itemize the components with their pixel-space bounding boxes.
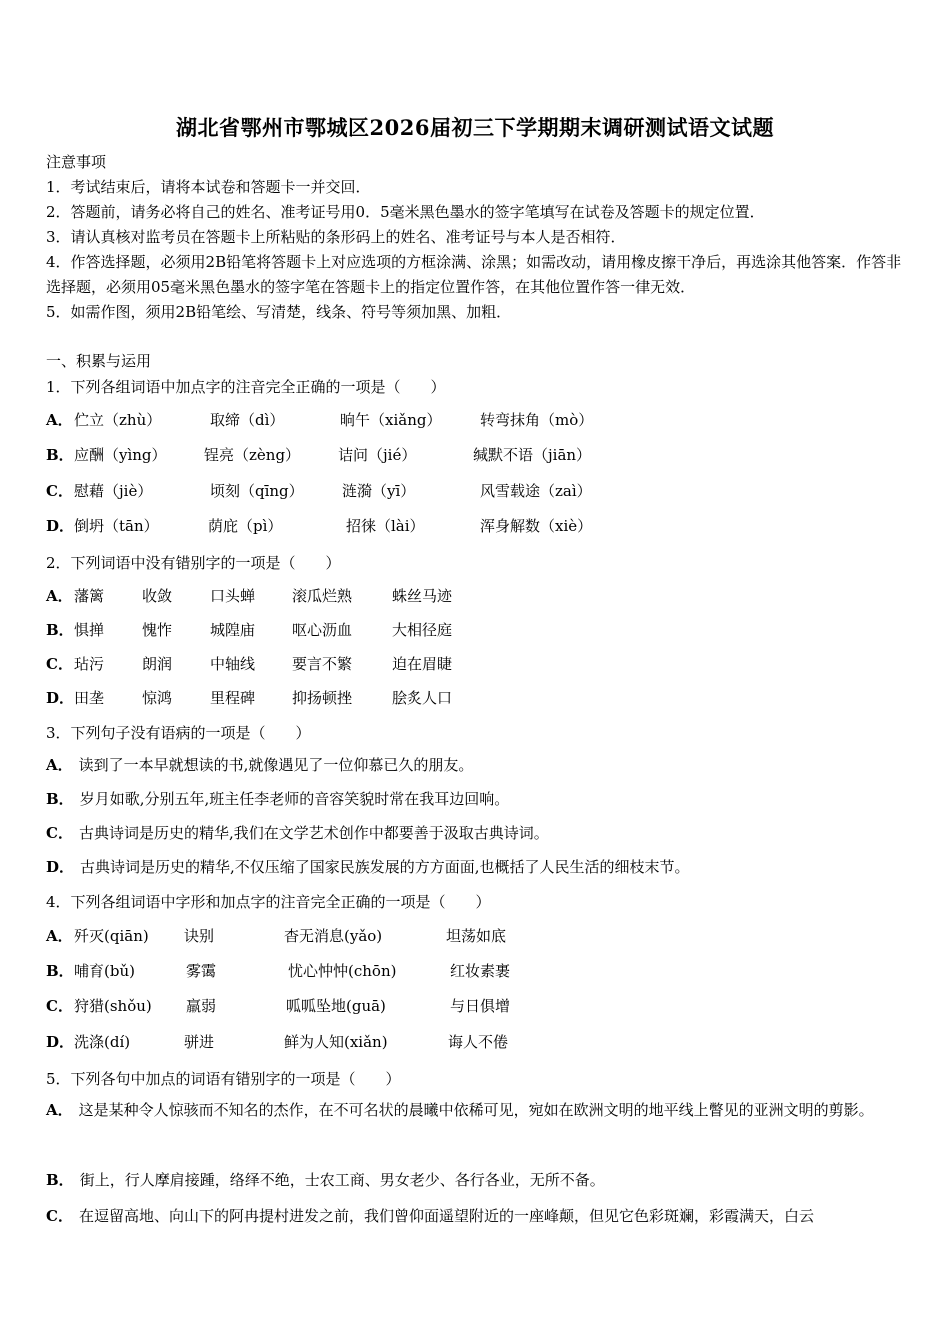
option-term: 愧怍 xyxy=(142,621,173,639)
option-term: 藩篱 xyxy=(74,587,105,605)
option-letter: B． xyxy=(46,1171,74,1189)
option-term: 骈进 xyxy=(184,1033,215,1051)
option-letter: A． xyxy=(46,587,73,605)
question-2-stem: 2．下列词语中没有错别字的一项是（ ） xyxy=(46,554,341,572)
option-letter: A． xyxy=(46,756,73,774)
notice-item-1: 1．考试结束后，请将本试卷和答题卡一并交回． xyxy=(46,178,371,196)
option-term: 倒坍（tān） xyxy=(74,517,159,535)
option-letter: D． xyxy=(46,858,75,876)
option-term: 狩猎(shǒu) xyxy=(74,997,152,1015)
option-term: 洗涤(dí) xyxy=(74,1033,131,1051)
option-term: 羸弱 xyxy=(186,997,217,1015)
q3-option-d xyxy=(46,850,906,884)
option-term: 忧心忡忡(chōn) xyxy=(288,962,397,980)
option-letter: C． xyxy=(46,482,73,500)
option-term: 城隍庙 xyxy=(210,621,256,639)
question-1-stem: 1．下列各组词语中加点字的注音完全正确的一项是（ ） xyxy=(46,378,446,396)
option-term: 诲人不倦 xyxy=(448,1033,509,1051)
option-term: 红妆素裹 xyxy=(450,962,511,980)
q3-option-a xyxy=(46,748,906,782)
option-term: 要言不繁 xyxy=(292,655,353,673)
notice-item-4: 4．作答选择题，必须用2B铅笔将答题卡上对应选项的方框涂满、涂黑；如需改动，请用橡皮擦干净后，再选涂其他答案．作答非选择题，必须用05毫米黑色墨水的签字笔在答题卡上的指定位置作答，在其他位置作答一律无效． xyxy=(46,253,902,296)
option-term: 歼灭(qiān) xyxy=(74,927,149,945)
option-text: 岁月如歌,分别五年,班主任李老师的音容笑貌时常在我耳边回响。 xyxy=(79,790,510,808)
option-text: 古典诗词是历史的精华,不仅压缩了国家民族发展的方方面面,也概括了人民生活的细枝末节。 xyxy=(80,858,690,876)
option-letter: B． xyxy=(46,962,74,980)
option-term: 慰藉（jiè） xyxy=(74,482,153,500)
option-term: 浑身解数（xiè） xyxy=(480,517,593,535)
notice-heading: 注意事项 xyxy=(46,153,107,171)
option-term: 脍炙人口 xyxy=(392,689,453,707)
option-term: 迫在眉睫 xyxy=(392,655,453,673)
option-term: 雾霭 xyxy=(186,962,217,980)
option-term: 口头蝉 xyxy=(210,587,256,605)
option-term: 坦荡如底 xyxy=(446,927,507,945)
option-term: 伫立（zhù） xyxy=(74,411,162,429)
option-term: 鲜为人知(xiǎn) xyxy=(284,1033,388,1051)
option-letter: A． xyxy=(46,411,73,429)
option-text: 在逗留高地、向山下的阿冉提村进发之前，我们曾仰面遥望附近的一座峰颠，但见它色彩斑斓，彩霞满天，白云 xyxy=(78,1207,814,1225)
q5-option-b xyxy=(46,1163,906,1197)
option-letter: B． xyxy=(46,446,74,464)
option-term: 收敛 xyxy=(142,587,173,605)
option-term: 田垄 xyxy=(74,689,105,707)
option-letter: C． xyxy=(46,655,73,673)
option-term: 呱呱坠地(guā) xyxy=(286,997,386,1015)
option-term: 锃亮（zèng） xyxy=(204,446,301,464)
option-term: 应酬（yìng） xyxy=(74,446,167,464)
option-letter: D． xyxy=(46,1033,75,1051)
option-term: 惊鸿 xyxy=(142,689,173,707)
option-letter: C． xyxy=(46,997,73,1015)
option-letter: D． xyxy=(46,689,75,707)
exam-title: 湖北省鄂州市鄂城区2026届初三下学期期末调研测试语文试题 xyxy=(176,115,774,140)
option-text: 古典诗词是历史的精华,我们在文学艺术创作中都要善于汲取古典诗词。 xyxy=(78,824,549,842)
option-term: 哺育(bǔ) xyxy=(74,962,135,980)
option-term: 中轴线 xyxy=(210,655,256,673)
option-term: 顷刻（qīng） xyxy=(210,482,304,500)
option-term: 呕心沥血 xyxy=(292,621,353,639)
option-term: 晌午（xiǎng） xyxy=(340,411,442,429)
option-letter: B． xyxy=(46,621,74,639)
option-letter: D． xyxy=(46,517,75,535)
option-letter: C． xyxy=(46,1207,73,1225)
option-letter: A． xyxy=(46,927,73,945)
notice-item-3: 3．请认真核对监考员在答题卡上所粘贴的条形码上的姓名、准考证号与本人是否相符． xyxy=(46,228,626,246)
option-letter: C． xyxy=(46,824,73,842)
section-heading: 一、积累与运用 xyxy=(46,352,152,370)
q3-option-b xyxy=(46,782,906,816)
option-term: 涟漪（yī） xyxy=(342,482,416,500)
option-term: 玷污 xyxy=(74,655,105,673)
option-term: 缄默不语（jiān） xyxy=(473,446,592,464)
option-term: 与日俱增 xyxy=(450,997,511,1015)
option-text: 街上，行人摩肩接踵，络绎不绝，士农工商、男女老少、各行各业，无所不备。 xyxy=(79,1171,605,1189)
notice-item-2: 2．答题前，请务必将自己的姓名、准考证号用0．5毫米黑色墨水的签字笔填写在试卷及答题卡的规定位置． xyxy=(46,203,765,221)
notice-section xyxy=(46,150,906,325)
option-text: 这是某种令人惊骇而不知名的杰作，在不可名状的晨曦中依稀可见，宛如在欧洲文明的地平线上瞥见的亚洲文明的剪影。 xyxy=(78,1101,874,1119)
option-term: 风雪载途（zaì） xyxy=(480,482,592,500)
option-term: 蛛丝马迹 xyxy=(392,587,453,605)
q3-option-c xyxy=(46,816,906,850)
question-4-stem: 4．下列各组词语中字形和加点字的注音完全正确的一项是（ ） xyxy=(46,893,491,911)
option-term: 朗润 xyxy=(142,655,173,673)
option-term: 惧掸 xyxy=(74,621,105,639)
option-term: 荫庇（pì） xyxy=(208,517,283,535)
question-3-stem: 3．下列句子没有语病的一项是（ ） xyxy=(46,724,311,742)
option-term: 招徕（lài） xyxy=(346,517,425,535)
q5-option-c xyxy=(46,1199,906,1233)
notice-item-5: 5．如需作图，须用2B铅笔绘、写清楚，线条、符号等须加黑、加粗． xyxy=(46,303,512,321)
q5-option-a xyxy=(46,1092,906,1129)
question-5-stem: 5．下列各句中加点的词语有错别字的一项是（ ） xyxy=(46,1070,401,1088)
option-letter: B． xyxy=(46,790,74,808)
option-term: 抑扬顿挫 xyxy=(292,689,353,707)
option-letter: A． xyxy=(46,1101,73,1119)
option-term: 杳无消息(yǎo) xyxy=(284,927,383,945)
option-term: 转弯抹角（mò） xyxy=(480,411,594,429)
option-term: 滚瓜烂熟 xyxy=(292,587,353,605)
option-term: 诘问（jié） xyxy=(338,446,417,464)
option-term: 诀别 xyxy=(184,927,215,945)
option-text: 读到了一本早就想读的书,就像遇见了一位仰慕已久的朋友。 xyxy=(78,756,474,774)
option-term: 里程碑 xyxy=(210,689,256,707)
option-term: 取缔（dì） xyxy=(210,411,285,429)
option-term: 大相径庭 xyxy=(392,621,453,639)
